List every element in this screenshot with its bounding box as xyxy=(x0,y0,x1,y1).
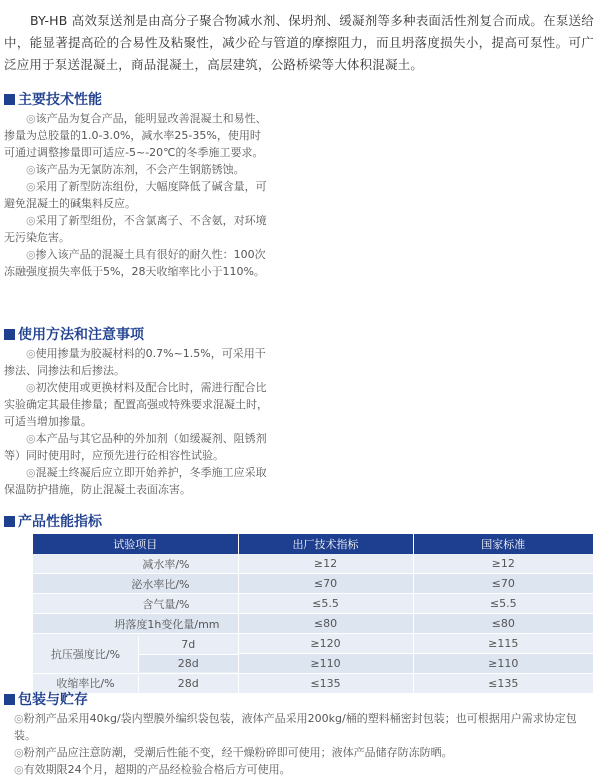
table-row: 泌水率比/% ≤70 ≤70 xyxy=(33,574,593,594)
performance-table xyxy=(33,534,593,694)
usage-list xyxy=(4,345,270,498)
section-title-perf: 产品性能指标 xyxy=(4,512,102,530)
list-item: ◎采用了新型组份，不含氯离子、不含氨，对环境无污染危害。 xyxy=(4,214,267,244)
intro-paragraph: BY-HB 高效泵送剂是由高分子聚合物减水剂、保坍剂、缓凝剂等多种表面活性剂复合而成。在泵送给中，能显著提高砼的合易性及粘聚性，减少砼与管道的摩擦阻力，而且坍落度损失小，提高可泵性。可广泛应用于泵送混凝土，商品混凝土，高层建筑，公路桥梁等大体积混凝土。 xyxy=(4,13,594,72)
table-row: 收缩率比/% 28d ≤135 ≤135 xyxy=(33,674,593,694)
section-title-pack: 包装与贮存 xyxy=(4,690,88,708)
table-row: 含气量/% ≤5.5 ≤5.5 xyxy=(33,594,593,614)
table-row: 坍落度1h变化量/mm ≤80 ≤80 xyxy=(33,614,593,634)
pack-list xyxy=(14,710,594,778)
section-title-usage: 使用方法和注意事项 xyxy=(4,325,144,343)
table-row: ≥110 ≥110 xyxy=(33,654,593,674)
list-item: ◎该产品为无氯防冻剂，不会产生钢筋锈蚀。 xyxy=(26,163,245,176)
list-item: ◎有效期限24个月，超期的产品经检验合格后方可使用。 xyxy=(14,763,291,776)
section-marker-icon xyxy=(4,94,15,105)
list-item: ◎采用了新型防冻组份，大幅度降低了碱含量，可避免混凝土的碱集料反应。 xyxy=(4,180,267,210)
table-row: 减水率/% ≥12 ≥12 xyxy=(33,554,593,574)
section-marker-icon xyxy=(4,329,15,340)
list-item: ◎使用掺量为胶凝材料的0.7%~1.5%，可采用干掺法、同掺法和后掺法。 xyxy=(4,347,266,377)
section-marker-icon xyxy=(4,516,15,527)
section-marker-icon xyxy=(4,694,15,705)
list-item: ◎初次使用或更换材料及配合比时，需进行配合比实验确定其最佳掺量；配置高强或特殊要求混凝土时，可适当增加掺量。 xyxy=(4,381,268,428)
section-title-tech: 主要技术性能 xyxy=(4,90,102,108)
list-item: ◎该产品为复合产品，能明显改善混凝土和易性、掺量为总胶量的1.0-3.0%，减水率25-35%，使用时可通过调整掺量即可适应-5~-20℃的冬季施工要求。 xyxy=(4,112,267,159)
list-item: ◎粉剂产品采用40kg/袋内塑膜外编织袋包装，液体产品采用200kg/桶的塑料桶密封包装；也可根据用户需求协定包装。 xyxy=(14,712,577,742)
tech-list xyxy=(4,110,270,280)
list-item: ◎本产品与其它品种的外加剂（如缓凝剂、阻锈剂等）同时使用时，应预先进行砼相容性试验。 xyxy=(4,432,267,462)
table-header: 试验项目 xyxy=(33,534,238,554)
table-header: 出厂技术指标 xyxy=(238,534,413,554)
list-item: ◎粉剂产品应注意防潮，受潮后性能不变，经干燥粉碎即可使用；液体产品储存防冻防晒。 xyxy=(14,746,453,759)
list-item: ◎掺入该产品的混凝土具有很好的耐久性：100次冻融强度损失率低于5%，28天收缩率比小于110%。 xyxy=(4,248,266,278)
table-row: 抗压强度比/% 7d 28d ≥120 ≥115 xyxy=(33,634,593,654)
table-header: 国家标准 xyxy=(413,534,593,554)
list-item: ◎混凝土终凝后应立即开始养护，冬季施工应采取保温防护措施，防止混凝土表面冻害。 xyxy=(4,466,267,496)
